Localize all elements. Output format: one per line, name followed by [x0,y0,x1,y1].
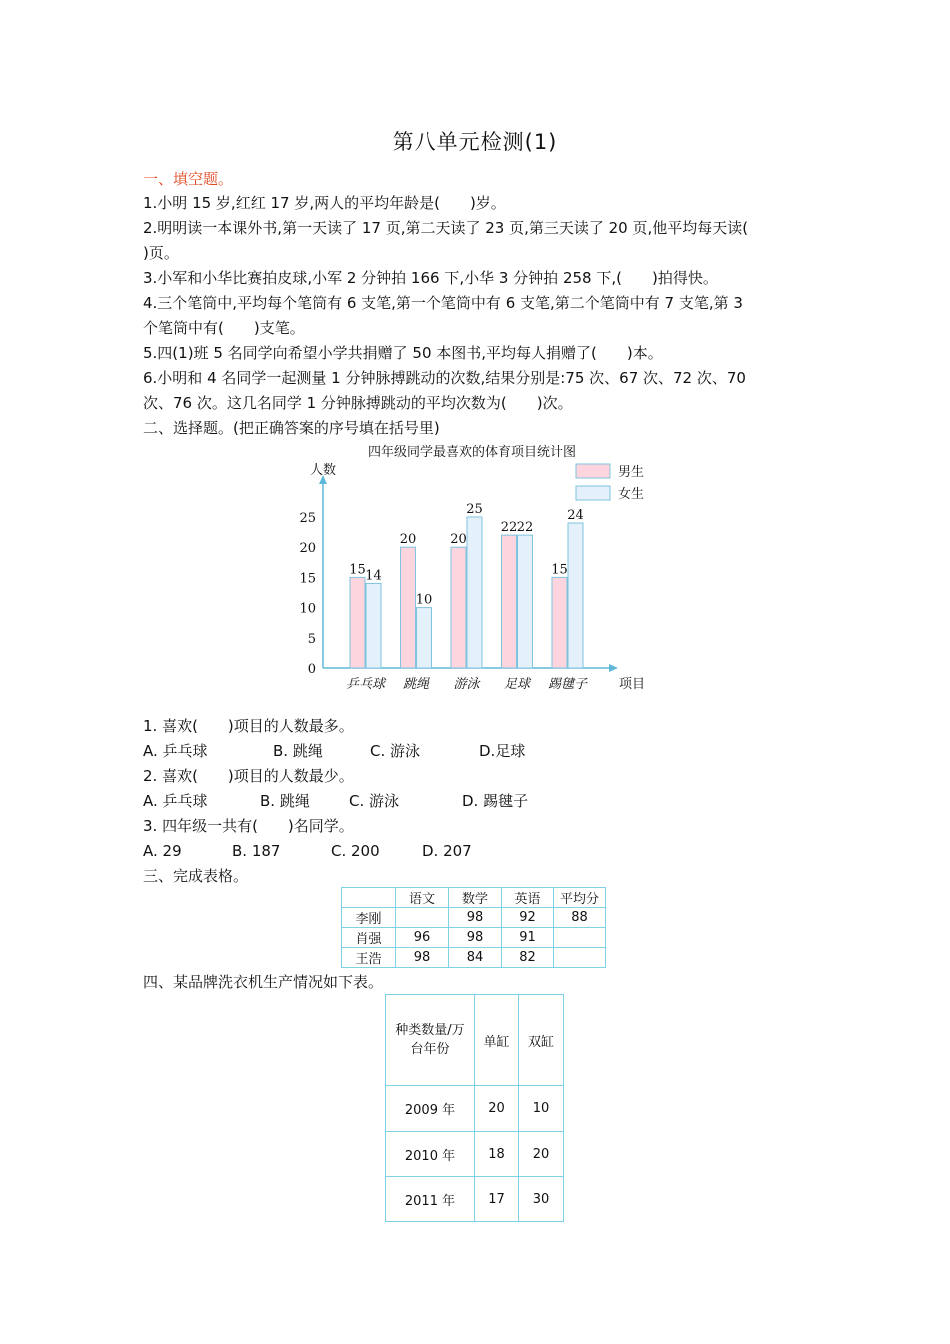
bar [568,523,583,668]
y-tick-label: 15 [299,571,316,587]
legend-swatch [576,464,610,478]
bar [366,583,381,668]
bar-chart [270,438,670,698]
table-cell: 18 [475,1132,519,1177]
table-cell: 98 [396,948,449,968]
y-tick-label: 10 [299,601,316,617]
bar [552,577,567,668]
bar [350,577,365,668]
data-label: 25 [466,502,483,517]
x-tick-label: 游泳 [453,677,480,692]
choice-option[interactable]: C. 游泳 [349,792,400,810]
choice-option[interactable]: C. 游泳 [370,742,421,760]
table-header-cell: 双缸 [519,995,564,1086]
bar [502,535,517,668]
choice-option[interactable]: B. 187 [232,842,281,860]
legend-label: 男生 [618,465,645,480]
data-label: 15 [551,562,568,578]
table-cell: 李刚 [342,908,396,928]
score-table [341,887,606,968]
choice-question-stem: 2. 喜欢( )项目的人数最少。 [143,767,354,785]
table-row [342,908,606,928]
x-tick-label: 足球 [503,677,531,692]
y-tick-label: 25 [299,511,316,526]
table-cell: 91 [502,928,554,948]
table-header-cell: 单缸 [475,995,519,1086]
table-cell: 2009 年 [386,1086,475,1132]
section-heading-fill-in: 一、填空题。 [143,170,234,188]
question-line: )页。 [143,244,179,262]
table-cell: 92 [502,908,554,928]
choice-question-stem: 3. 四年级一共有( )名同学。 [143,817,354,835]
choice-options [143,839,808,864]
legend-label: 女生 [618,487,645,502]
bar [401,547,416,668]
choice-option[interactable]: D. 207 [422,842,472,860]
table-row [386,1132,564,1177]
washer-production-table [385,994,564,1222]
question-line: 3.小军和小华比赛拍皮球,小军 2 分钟拍 166 下,小华 3 分钟拍 258 下,( )拍得快。 [143,269,718,287]
y-tick-label: 5 [307,631,316,647]
table-cell: 98 [449,928,502,948]
choice-options [143,739,808,764]
x-tick-label: 踢毽子 [547,677,588,692]
question-line: 6.小明和 4 名同学一起测量 1 分钟脉搏跳动的次数,结果分别是:75 次、67 次、72 次、70 [143,369,746,387]
y-tick-label: 20 [299,541,316,557]
page-title: 第八单元检测(1) [392,130,558,154]
question-line: 个笔筒中有( )支笔。 [143,319,305,337]
table-cell: 20 [519,1132,564,1177]
bar [467,517,482,668]
data-label: 22 [516,520,534,536]
table-row [386,1086,564,1132]
x-axis-arrow [609,664,618,672]
data-label: 22 [500,520,518,536]
table-cell: 20 [475,1086,519,1132]
table-cell: 30 [519,1177,564,1222]
question-line: 次、76 次。这几名同学 1 分钟脉搏跳动的平均次数为( )次。 [143,394,573,412]
section-heading-table: 三、完成表格。 [143,867,249,885]
section-heading-choice: 二、选择题。(把正确答案的序号填在括号里) [143,419,440,437]
data-label: 14 [365,568,382,584]
question-line: 2.明明读一本课外书,第一天读了 17 页,第二天读了 23 页,第三天读了 20 页,他平均每天读( [143,219,749,237]
choice-option[interactable]: D. 踢毽子 [462,792,529,810]
header-line: 台年份 [410,1042,450,1057]
data-label: 24 [567,508,584,524]
table-cell[interactable] [554,928,606,948]
table-cell[interactable] [396,908,449,928]
data-label: 20 [399,532,417,548]
data-label: 15 [349,562,366,578]
question-line: 4.三个笔筒中,平均每个笔筒有 6 支笔,第一个笔筒中有 6 支笔,第二个笔筒中有 7 支笔,第 3 [143,294,743,312]
table-cell: 2010 年 [386,1132,475,1177]
table-header-cell: 语文 [396,888,449,908]
choice-option[interactable]: C. 200 [331,842,380,860]
table-cell[interactable] [554,948,606,968]
choice-options [143,789,808,814]
choice-question-stem: 1. 喜欢( )项目的人数最多。 [143,717,354,735]
x-axis-label: 项目 [619,677,646,692]
table-header-row [342,888,606,908]
table-cell: 96 [396,928,449,948]
data-label: 10 [415,592,433,608]
bar [518,535,533,668]
table-cell: 88 [554,908,606,928]
table-row [342,928,606,948]
table-header-row [386,995,564,1086]
choice-option[interactable]: A. 乒乓球 [143,792,208,810]
choice-option[interactable]: A. 乒乓球 [143,742,208,760]
table-row [386,1177,564,1222]
question-line: 5.四(1)班 5 名同学向希望小学共捐赠了 50 本图书,平均每人捐赠了( )本。 [143,344,663,362]
table-cell: 王浩 [342,948,396,968]
x-tick-label: 乒乓球 [345,677,386,692]
table-cell: 10 [519,1086,564,1132]
section-heading-washer: 四、某品牌洗衣机生产情况如下表。 [143,973,384,991]
legend-swatch [576,486,610,500]
question-line: 1.小明 15 岁,红红 17 岁,两人的平均年龄是( )岁。 [143,194,506,212]
choice-option[interactable]: B. 跳绳 [273,742,323,760]
chart-title: 四年级同学最喜欢的体育项目统计图 [367,445,577,460]
table-cell: 17 [475,1177,519,1222]
table-cell: 2011 年 [386,1177,475,1222]
table-cell: 肖强 [342,928,396,948]
table-header-cell [342,888,396,908]
table-cell: 82 [502,948,554,968]
table-cell: 98 [449,908,502,928]
data-label: 20 [450,532,467,548]
choice-option[interactable]: B. 跳绳 [260,792,310,810]
table-header-cell [386,995,475,1086]
table-header-cell: 英语 [502,888,554,908]
choice-option[interactable]: D.足球 [479,742,526,760]
bar [451,547,466,668]
table-row [342,948,606,968]
table-header-cell: 平均分 [554,888,606,908]
x-tick-label: 跳绳 [402,677,430,692]
y-tick-label: 0 [307,662,316,677]
header-line: 种类数量/万 [395,1023,465,1038]
table-cell: 84 [449,948,502,968]
y-axis-label: 人数 [310,463,337,478]
table-header-cell: 数学 [449,888,502,908]
choice-option[interactable]: A. 29 [143,842,182,860]
bar [417,608,432,668]
